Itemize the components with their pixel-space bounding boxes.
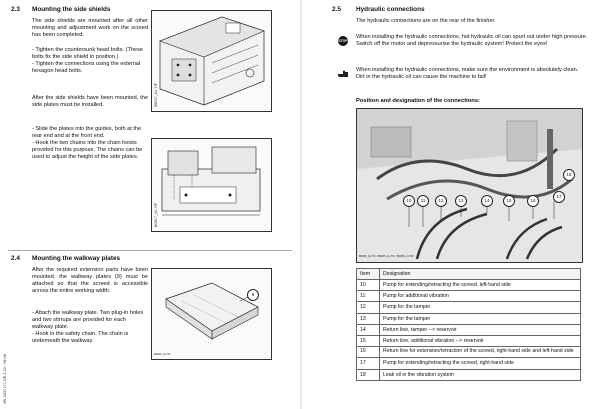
table-row [357, 347, 581, 358]
step-countersunk: - Tighten the countersunk head bolts. (These bolts fix the side shield in position.) [32, 47, 144, 60]
row-designation: Pump for extending/retracting the screed, left-hand side [380, 280, 581, 291]
row-designation: Return line for extension/retraction of the screed, right-hand side and left-hand side [380, 347, 581, 358]
row-designation: Return line, additional vibration --> reservoir [380, 335, 581, 346]
section-divider-left [8, 250, 292, 251]
diagram-heading: Position and designation of the connections: [356, 98, 480, 104]
row-designation: Pump for extending/retracting the screed, right-hand side [380, 358, 581, 369]
callout-12: 12 [435, 195, 447, 207]
hydraulic-intro: The hydraulic connections are on the rear of the finisher. [356, 18, 496, 24]
callout-11: 11 [417, 195, 429, 207]
side-shields-steps [32, 47, 148, 75]
table-row [357, 358, 581, 369]
table-row [357, 291, 581, 302]
warning-line-1: When installing the hydraulic connections, hot hydraulic oil can spurt out under high pressure. [356, 34, 588, 40]
row-item: 13 [357, 313, 380, 324]
step-hook-safety-chain: - Hook in the safety chain. The chain is underneath the walkway. [32, 331, 129, 344]
walkway-figure [151, 268, 272, 360]
row-item: 14 [357, 324, 380, 335]
callout-14: 14 [481, 195, 493, 207]
right-page [302, 0, 600, 409]
row-item: 10 [357, 280, 380, 291]
section-title-hydraulic: Hydraulic connections [356, 6, 425, 13]
row-designation: Leak oil in the vibration system [380, 369, 581, 380]
section-title-side-shields: Mounting the side shields [32, 6, 111, 13]
hydraulic-photo [356, 108, 583, 263]
callout-15: 15 [503, 195, 515, 207]
callout-16: 16 [527, 195, 539, 207]
connections-table [356, 268, 581, 381]
section-number-2-4: 2.4 [11, 255, 20, 262]
table-row [357, 280, 581, 291]
table-row [357, 313, 581, 324]
table-header-row [357, 269, 581, 280]
side-plates-figure [151, 138, 272, 232]
hand-pointer-icon [337, 66, 349, 78]
row-item: 16 [357, 347, 380, 358]
walkway-callout-9: 9 [247, 289, 259, 301]
section-number-2-3: 2.3 [11, 6, 20, 13]
step-hexagon: - Tighten the connections using the external hexagon head bolts. [32, 61, 141, 74]
table-row [357, 369, 581, 380]
callout-13: 13 [455, 195, 467, 207]
row-item: 11 [357, 291, 380, 302]
row-item: 15 [357, 335, 380, 346]
fig2-caption: B0017_A1.TIF [154, 202, 158, 227]
table-row [357, 324, 581, 335]
row-designation: Pump for the tamper [380, 313, 581, 324]
row-designation: Return line, tamper --> reservoir [380, 324, 581, 335]
side-shield-figure [151, 10, 272, 112]
photo-caption: B0096_A1.TIF / B0095_A1.TIF / B0095_A1.TIF [359, 255, 414, 258]
row-designation: Pump for additional vibration [380, 291, 581, 302]
note-line-2: Dirt in the hydraulic oil can cause the machine to fail! [356, 74, 487, 80]
note-line-1: When installing the hydraulic connections, make sure the environment is absolutely clean. [356, 67, 579, 73]
side-shield-drawing [152, 11, 271, 111]
callout-18: 18 [563, 169, 575, 181]
side-shields-intro: The side shields are mounted after all other mounting and adjustment work on the screed has been completed. [32, 18, 148, 38]
section-number-2-5: 2.5 [332, 6, 341, 13]
section-title-walkway: Mounting the walkway plates [32, 255, 121, 262]
callout-10: 10 [403, 195, 415, 207]
row-item: 18 [357, 369, 380, 380]
fig3-caption: B0020_A1.TIF [154, 353, 171, 356]
table-row [357, 302, 581, 313]
side-plates-steps [32, 126, 148, 161]
step-attach-plate: - Attach the walkway plate. Two plug-in holes and two stirrups are provided for each walkway plate. [32, 310, 144, 330]
table-row [357, 335, 581, 346]
walkway-steps [32, 310, 148, 345]
hydraulic-photo-drawing [357, 109, 582, 262]
step-hook-chains: - Hook the two chains into the chain hoists provided for this purpose. The chains can be used to adjust the height of the side plates. [32, 140, 143, 160]
walkway-intro: After the required extension parts have been mounted, the walkway plates (9) must be attached so that the screed is accessible across the entire working width. [32, 267, 148, 294]
warning-line-2: Switch off the motor and depressurise the hydraulic system! Protect the eyes! [356, 41, 548, 47]
callout-17: 17 [553, 191, 565, 203]
side-plates-intro: After the side shields have been mounted, the side plates must be installed. [32, 95, 148, 108]
warning-text [356, 34, 594, 48]
note-text [356, 67, 594, 81]
step-slide-plates: - Slide the plates into the guides, both at the rear end and at the front end. [32, 126, 142, 139]
stop-icon: STOP [338, 36, 348, 46]
side-plates-drawing [152, 139, 271, 231]
row-item: 17 [357, 358, 380, 369]
header-item: Item [357, 269, 380, 280]
fig1-caption: 08027_A1.TIF [154, 82, 158, 107]
header-designation: Designation [380, 269, 581, 280]
walkway-drawing [152, 269, 271, 359]
row-item: 12 [357, 302, 380, 313]
margin-code: VB 1000 171 DE 2-22 - 09.06 [3, 354, 7, 404]
row-designation: Pump for the tamper [380, 302, 581, 313]
